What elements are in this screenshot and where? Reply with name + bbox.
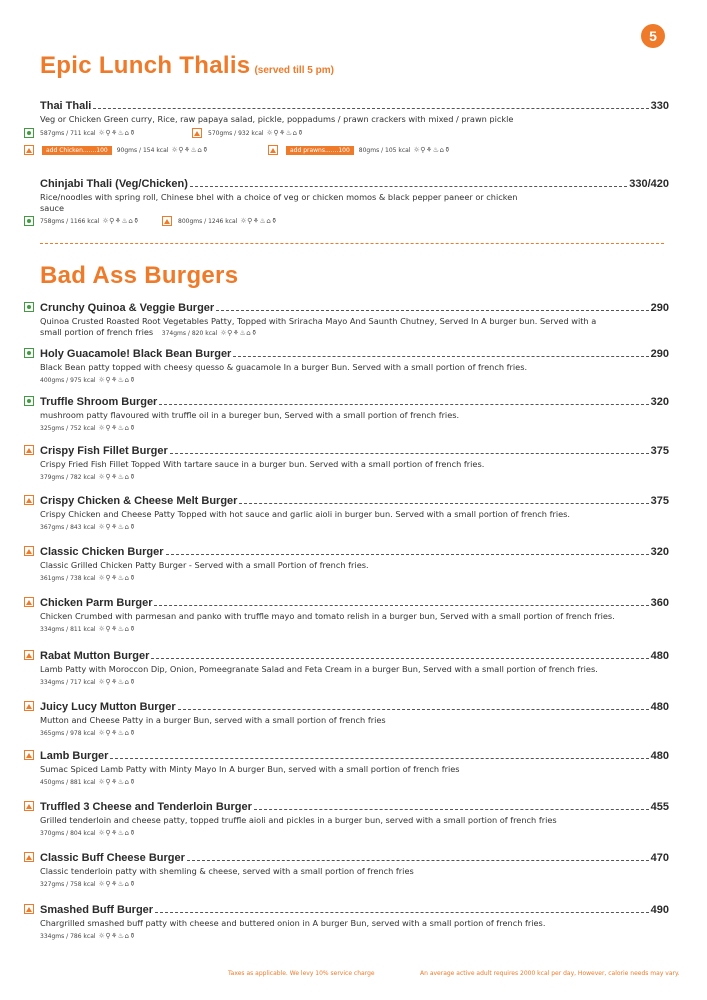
veg-icon bbox=[24, 128, 34, 138]
menu-item-burger[interactable] bbox=[24, 748, 669, 787]
menu-item-burger[interactable] bbox=[24, 394, 669, 433]
item-description: mushroom patty flavoured with truffle oil in a bureger bun, Served with a small portion of french fries. bbox=[40, 410, 460, 420]
veg-icon bbox=[24, 216, 34, 226]
menu-item-burger[interactable] bbox=[24, 850, 669, 889]
nonveg-icon bbox=[192, 128, 202, 138]
item-name: Smashed Buff Burger bbox=[40, 904, 154, 916]
item-meta bbox=[40, 375, 669, 385]
item-price: 480 bbox=[650, 650, 669, 662]
item-meta bbox=[162, 330, 258, 337]
nonveg-icon bbox=[268, 145, 278, 155]
allergen-icons: ☼⚲⚘♨⌂⚱ bbox=[413, 146, 451, 154]
item-description: Grilled tenderloin and cheese patty, topped truffle aioli and pickles in a burger bun, served with a small portion of french fries bbox=[40, 815, 557, 825]
allergen-icons: ☼⚲⚘♨⌂⚱ bbox=[98, 473, 136, 481]
item-name: Lamb Burger bbox=[40, 750, 109, 762]
dot-leader bbox=[190, 186, 627, 187]
dot-leader bbox=[170, 453, 649, 454]
item-description: Sumac Spiced Lamb Patty with Minty Mayo In A burger Bun, served with a small portion of french fries bbox=[40, 764, 460, 774]
item-name: Truffle Shroom Burger bbox=[40, 396, 158, 408]
item-description: Mutton and Cheese Patty in a burger Bun, served with a small portion of french fries bbox=[40, 715, 386, 725]
item-price: 330/420 bbox=[629, 178, 669, 190]
item-price: 320 bbox=[650, 396, 669, 408]
nonveg-icon bbox=[162, 216, 172, 226]
item-description: Veg or Chicken Green curry, Rice, raw papaya salad, pickle, poppadums / prawn crackers with mixed / prawn pickle bbox=[40, 114, 514, 124]
allergen-icons: ☼⚲⚘♨⌂⚱ bbox=[98, 729, 136, 737]
item-description: Rice/noodles with spring roll, Chinese bhel with a choice of veg or chicken momos & black pepper paneer or chicken sauce bbox=[40, 192, 518, 213]
item-price: 360 bbox=[650, 597, 669, 609]
item-price: 290 bbox=[650, 348, 669, 360]
item-price: 470 bbox=[650, 852, 669, 864]
item-meta-text: 370gms / 804 kcal bbox=[40, 830, 96, 837]
section-divider bbox=[40, 243, 664, 244]
item-description: Crispy Chicken and Cheese Patty Topped with hot sauce and garlic aioli in burger bun. Served with a small portion of french fries. bbox=[40, 509, 571, 519]
menu-item-burger[interactable] bbox=[24, 699, 669, 738]
item-meta-text: 400gms / 975 kcal bbox=[40, 377, 96, 384]
menu-item-burger[interactable] bbox=[24, 493, 669, 532]
item-name: Crunchy Quinoa & Veggie Burger bbox=[40, 302, 215, 314]
item-description: Classic tenderloin patty with shemling & cheese, served with a small portion of french fries bbox=[40, 866, 414, 876]
dot-leader bbox=[233, 356, 648, 357]
allergen-icons: ☼⚲⚘♨⌂⚱ bbox=[98, 625, 136, 633]
veg-variant bbox=[24, 128, 174, 138]
nonveg-icon bbox=[24, 852, 34, 862]
dot-leader bbox=[239, 503, 648, 504]
item-meta-text: 334gms / 717 kcal bbox=[40, 679, 96, 686]
variant-meta: 587gms / 711 kcal bbox=[40, 129, 96, 137]
dot-leader bbox=[159, 404, 648, 405]
page-number-badge: 5 bbox=[641, 24, 665, 48]
allergen-icons: ☼⚲⚘♨⌂⚱ bbox=[102, 217, 140, 225]
allergen-icons: ☼⚲⚘♨⌂⚱ bbox=[98, 129, 136, 137]
item-name: Juicy Lucy Mutton Burger bbox=[40, 701, 176, 713]
variant-meta: 800gms / 1246 kcal bbox=[178, 217, 238, 225]
allergen-icons: ☼⚲⚘♨⌂⚱ bbox=[98, 523, 136, 531]
item-meta-text: 379gms / 782 kcal bbox=[40, 474, 96, 481]
allergen-icons: ☼⚲⚘♨⌂⚱ bbox=[171, 146, 209, 154]
thai-thali-variants bbox=[24, 128, 322, 138]
dot-leader bbox=[155, 912, 649, 913]
item-description: Crispy Fried Fish Fillet Topped With tartare sauce in a burger bun. Served with a small portion of french fries. bbox=[40, 459, 485, 469]
item-price: 490 bbox=[650, 904, 669, 916]
footer-taxes: Taxes as applicable. We levy 10% service charge bbox=[228, 970, 375, 977]
thalis-title: Epic Lunch Thalis bbox=[40, 52, 251, 79]
item-name: Truffled 3 Cheese and Tenderloin Burger bbox=[40, 801, 252, 813]
section-title-thalis bbox=[40, 52, 334, 80]
allergen-icons: ☼⚲⚘♨⌂⚱ bbox=[266, 129, 304, 137]
dot-leader bbox=[254, 809, 649, 810]
veg-icon bbox=[24, 348, 34, 358]
item-name: Thai Thali bbox=[40, 100, 92, 112]
dot-leader bbox=[93, 108, 648, 109]
nonveg-icon bbox=[24, 701, 34, 711]
addon-chicken-label: add Chicken.......100 bbox=[42, 146, 112, 155]
item-name: Chinjabi Thali (Veg/Chicken) bbox=[40, 178, 188, 190]
item-name: Classic Chicken Burger bbox=[40, 546, 164, 558]
item-description: Chargrilled smashed buff patty with cheese and buttered onion in A burger Bun, served with a small portion of french fries. bbox=[40, 918, 546, 928]
item-meta bbox=[40, 828, 669, 838]
item-meta-text: 334gms / 811 kcal bbox=[40, 626, 96, 633]
item-name: Crispy Fish Fillet Burger bbox=[40, 445, 168, 457]
item-meta bbox=[40, 423, 669, 433]
addon-chicken[interactable] bbox=[24, 145, 250, 155]
item-meta-text: 334gms / 786 kcal bbox=[40, 933, 96, 940]
item-meta-text: 450gms / 881 kcal bbox=[40, 779, 96, 786]
item-meta-text: 327gms / 758 kcal bbox=[40, 881, 96, 888]
item-meta-text: 367gms / 843 kcal bbox=[40, 524, 96, 531]
dot-leader bbox=[110, 758, 648, 759]
allergen-icons: ☼⚲⚘♨⌂⚱ bbox=[98, 376, 136, 384]
nonveg-icon bbox=[24, 904, 34, 914]
chinjabi-thali-variants bbox=[24, 216, 296, 226]
addon-meta: 90gms / 154 kcal bbox=[116, 146, 169, 154]
section-title-burgers: Bad Ass Burgers bbox=[40, 262, 239, 289]
item-description: Chicken Crumbed with parmesan and panko with truffle mayo and tomato relish in a burger bun, Served with a small portion of french fries. bbox=[40, 611, 615, 621]
item-meta bbox=[40, 777, 669, 787]
dot-leader bbox=[187, 860, 649, 861]
item-meta bbox=[40, 728, 669, 738]
allergen-icons: ☼⚲⚘♨⌂⚱ bbox=[98, 778, 136, 786]
nonveg-icon bbox=[24, 597, 34, 607]
addon-prawns[interactable] bbox=[268, 145, 451, 155]
nonveg-variant bbox=[162, 216, 278, 226]
nonveg-icon bbox=[24, 445, 34, 455]
item-price: 480 bbox=[650, 701, 669, 713]
item-meta-text: 365gms / 978 kcal bbox=[40, 730, 96, 737]
veg-icon bbox=[24, 396, 34, 406]
item-meta bbox=[40, 522, 669, 532]
variant-meta: 758gms / 1166 kcal bbox=[40, 217, 100, 225]
variant-meta: 570gms / 932 kcal bbox=[208, 129, 264, 137]
menu-item-burger[interactable] bbox=[24, 300, 669, 339]
allergen-icons: ☼⚲⚘♨⌂⚱ bbox=[98, 880, 136, 888]
item-meta bbox=[40, 472, 669, 482]
thalis-note: (served till 5 pm) bbox=[254, 65, 334, 76]
dot-leader bbox=[178, 709, 649, 710]
allergen-icons: ☼⚲⚘♨⌂⚱ bbox=[98, 574, 136, 582]
item-price: 375 bbox=[650, 495, 669, 507]
thai-thali-addons bbox=[24, 145, 469, 155]
item-price: 455 bbox=[650, 801, 669, 813]
item-description: Lamb Patty with Moroccon Dip, Onion, Pomeegranate Salad and Feta Cream in a burger Bun, Served with a small portion of french fries. bbox=[40, 664, 598, 674]
item-meta bbox=[40, 931, 669, 941]
allergen-icons: ☼⚲⚘♨⌂⚱ bbox=[98, 424, 136, 432]
item-meta bbox=[40, 624, 669, 634]
veg-variant bbox=[24, 216, 144, 226]
item-meta-text: 361gms / 738 kcal bbox=[40, 575, 96, 582]
item-description-text: Quinoa Crusted Roasted Root Vegetables Patty, Topped with Sriracha Mayo And Saunth Chutney, Served In A burger bun. Served with a small portion of french fries bbox=[40, 316, 597, 337]
allergen-icons: ☼⚲⚘♨⌂⚱ bbox=[98, 829, 136, 837]
nonveg-icon bbox=[24, 650, 34, 660]
item-name: Crispy Chicken & Cheese Melt Burger bbox=[40, 495, 238, 507]
item-price: 375 bbox=[650, 445, 669, 457]
menu-item-burger[interactable] bbox=[24, 595, 669, 634]
nonveg-icon bbox=[24, 495, 34, 505]
menu-item-chinjabi-thali[interactable] bbox=[24, 176, 669, 214]
dot-leader bbox=[151, 658, 648, 659]
menu-item-burger[interactable] bbox=[24, 443, 669, 482]
item-description bbox=[40, 316, 600, 339]
item-price: 290 bbox=[650, 302, 669, 314]
nonveg-icon bbox=[24, 546, 34, 556]
allergen-icons: ☼⚲⚘♨⌂⚱ bbox=[98, 932, 136, 940]
menu-item-burger[interactable] bbox=[24, 544, 669, 583]
item-price: 320 bbox=[650, 546, 669, 558]
item-meta bbox=[40, 677, 669, 687]
allergen-icons: ☼⚲⚘♨⌂⚱ bbox=[220, 329, 258, 337]
addon-prawns-label: add prawns.......100 bbox=[286, 146, 354, 155]
item-description: Classic Grilled Chicken Patty Burger - Served with a small Portion of french fries. bbox=[40, 560, 369, 570]
item-meta bbox=[40, 573, 669, 583]
menu-item-thai-thali[interactable] bbox=[24, 98, 669, 125]
veg-icon bbox=[24, 302, 34, 312]
menu-item-burger[interactable] bbox=[24, 902, 669, 941]
allergen-icons: ☼⚲⚘♨⌂⚱ bbox=[240, 217, 278, 225]
dot-leader bbox=[166, 554, 649, 555]
menu-item-burger[interactable] bbox=[24, 799, 669, 838]
item-description: Black Bean patty topped with cheesy quesso & guacamole In a burger Bun. Served with a small portion of french fries. bbox=[40, 362, 528, 372]
item-price: 330 bbox=[650, 100, 669, 112]
item-price: 480 bbox=[650, 750, 669, 762]
item-name: Holy Guacamole! Black Bean Burger bbox=[40, 348, 232, 360]
footer-calories: An average active adult requires 2000 kcal per day, However, calorie needs may vary. bbox=[420, 970, 680, 977]
nonveg-icon bbox=[24, 750, 34, 760]
menu-item-burger[interactable] bbox=[24, 648, 669, 687]
item-meta bbox=[40, 879, 669, 889]
nonveg-variant bbox=[192, 128, 304, 138]
menu-item-burger[interactable] bbox=[24, 346, 669, 385]
allergen-icons: ☼⚲⚘♨⌂⚱ bbox=[98, 678, 136, 686]
item-meta-text: 374gms / 820 kcal bbox=[161, 330, 218, 337]
addon-meta: 80gms / 105 kcal bbox=[358, 146, 411, 154]
dot-leader bbox=[216, 310, 648, 311]
item-name: Rabat Mutton Burger bbox=[40, 650, 150, 662]
item-name: Classic Buff Cheese Burger bbox=[40, 852, 185, 864]
dot-leader bbox=[154, 605, 648, 606]
item-name: Chicken Parm Burger bbox=[40, 597, 153, 609]
item-meta-text: 325gms / 752 kcal bbox=[40, 425, 96, 432]
nonveg-icon bbox=[24, 145, 34, 155]
nonveg-icon bbox=[24, 801, 34, 811]
